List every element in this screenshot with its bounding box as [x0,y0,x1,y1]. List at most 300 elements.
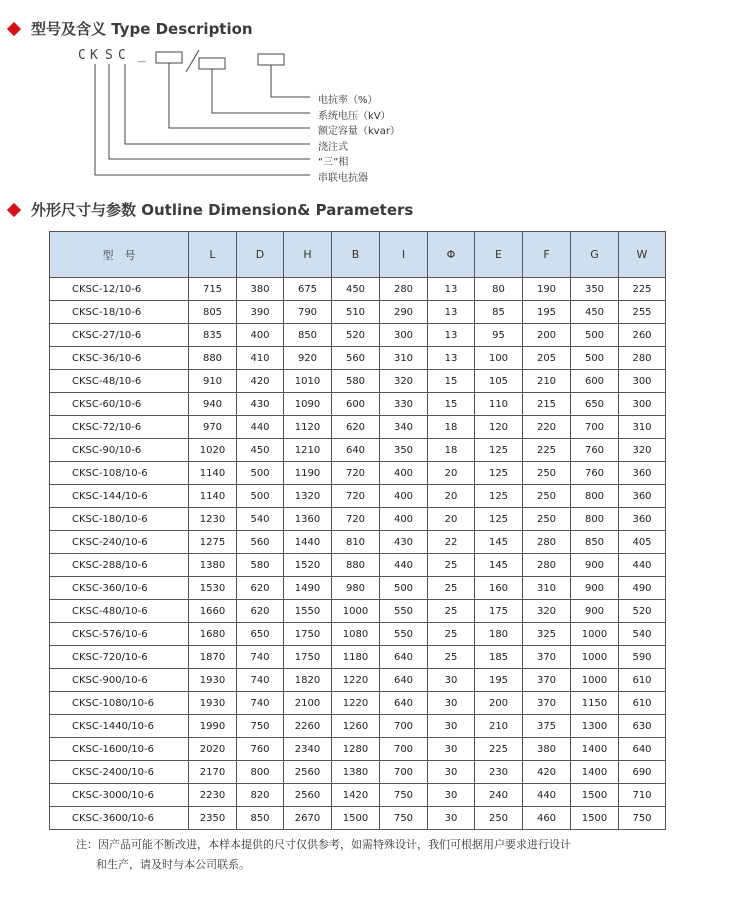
header-cell: E [475,232,523,278]
value-cell: 910 [189,370,237,393]
model-cell: CKSC-480/10-6 [50,600,189,623]
value-cell: 145 [475,531,523,554]
code-underscore: _ [138,48,146,63]
value-cell: 200 [475,692,523,715]
value-cell: 13 [428,278,475,301]
value-cell: 560 [237,531,284,554]
table-row [50,784,666,807]
value-cell: 30 [428,715,475,738]
value-cell: 850 [284,324,332,347]
table-row [50,370,666,393]
value-cell: 15 [428,393,475,416]
table-body [50,278,666,830]
value-cell: 380 [523,738,571,761]
value-cell: 13 [428,301,475,324]
code-box-reactance [258,54,284,65]
value-cell: 360 [619,508,666,531]
value-cell: 790 [284,301,332,324]
value-cell: 590 [619,646,666,669]
model-cell: CKSC-90/10-6 [50,439,189,462]
value-cell: 22 [428,531,475,554]
table-row [50,738,666,761]
value-cell: 20 [428,462,475,485]
value-cell: 95 [475,324,523,347]
value-cell: 225 [523,439,571,462]
model-cell: CKSC-720/10-6 [50,646,189,669]
value-cell: 13 [428,324,475,347]
value-cell: 1150 [571,692,619,715]
value-cell: 700 [571,416,619,439]
value-cell: 740 [237,646,284,669]
value-cell: 30 [428,761,475,784]
value-cell: 210 [523,370,571,393]
header-cell: B [332,232,380,278]
value-cell: 610 [619,669,666,692]
value-cell: 430 [380,531,428,554]
value-cell: 195 [475,669,523,692]
value-cell: 420 [523,761,571,784]
value-cell: 1120 [284,416,332,439]
value-cell: 440 [619,554,666,577]
table-row [50,301,666,324]
value-cell: 370 [523,692,571,715]
table-header-row [50,232,666,278]
value-cell: 145 [475,554,523,577]
value-cell: 800 [237,761,284,784]
value-cell: 2230 [189,784,237,807]
value-cell: 1020 [189,439,237,462]
value-cell: 280 [619,347,666,370]
value-cell: 340 [380,416,428,439]
value-cell: 1000 [571,623,619,646]
value-cell: 750 [619,807,666,830]
table-row [50,531,666,554]
value-cell: 940 [189,393,237,416]
leader-capacity [169,63,310,128]
header-cell: W [619,232,666,278]
value-cell: 30 [428,669,475,692]
value-cell: 690 [619,761,666,784]
header-cell: H [284,232,332,278]
value-cell: 500 [380,577,428,600]
value-cell: 225 [475,738,523,761]
value-cell: 760 [571,462,619,485]
value-cell: 1280 [332,738,380,761]
value-cell: 2340 [284,738,332,761]
value-cell: 1275 [189,531,237,554]
value-cell: 320 [619,439,666,462]
value-cell: 820 [237,784,284,807]
value-cell: 1680 [189,623,237,646]
value-cell: 360 [619,462,666,485]
value-cell: 400 [380,508,428,531]
value-cell: 250 [523,508,571,531]
model-cell: CKSC-3600/10-6 [50,807,189,830]
value-cell: 640 [380,692,428,715]
value-cell: 650 [571,393,619,416]
header-cell: G [571,232,619,278]
value-cell: 805 [189,301,237,324]
value-cell: 30 [428,784,475,807]
model-cell: CKSC-1600/10-6 [50,738,189,761]
value-cell: 760 [237,738,284,761]
value-cell: 280 [380,278,428,301]
value-cell: 105 [475,370,523,393]
value-cell: 880 [332,554,380,577]
value-cell: 260 [619,324,666,347]
type-code-diagram [0,0,730,200]
value-cell: 900 [571,600,619,623]
value-cell: 2100 [284,692,332,715]
value-cell: 250 [523,462,571,485]
value-cell: 500 [237,462,284,485]
value-cell: 550 [380,600,428,623]
value-cell: 220 [523,416,571,439]
model-cell: CKSC-240/10-6 [50,531,189,554]
model-cell: CKSC-900/10-6 [50,669,189,692]
value-cell: 1500 [571,784,619,807]
value-cell: 1420 [332,784,380,807]
value-cell: 450 [571,301,619,324]
value-cell: 640 [380,646,428,669]
value-cell: 1990 [189,715,237,738]
value-cell: 300 [380,324,428,347]
value-cell: 1360 [284,508,332,531]
value-cell: 300 [619,393,666,416]
value-cell: 195 [523,301,571,324]
model-cell: CKSC-144/10-6 [50,485,189,508]
model-cell: CKSC-60/10-6 [50,393,189,416]
table-row [50,807,666,830]
value-cell: 850 [571,531,619,554]
table-row [50,278,666,301]
note-line-2: 和生产，请及时与本公司联系。 [96,858,250,871]
value-cell: 2350 [189,807,237,830]
header-cell: L [189,232,237,278]
value-cell: 750 [380,784,428,807]
value-cell: 980 [332,577,380,600]
value-cell: 300 [619,370,666,393]
value-cell: 1550 [284,600,332,623]
value-cell: 1440 [284,531,332,554]
value-cell: 450 [332,278,380,301]
value-cell: 675 [284,278,332,301]
code-letter-c1: C [78,48,86,63]
value-cell: 700 [380,738,428,761]
value-cell: 970 [189,416,237,439]
model-cell: CKSC-72/10-6 [50,416,189,439]
table-row [50,347,666,370]
value-cell: 125 [475,485,523,508]
value-cell: 900 [571,577,619,600]
value-cell: 185 [475,646,523,669]
value-cell: 160 [475,577,523,600]
table-row [50,692,666,715]
value-cell: 835 [189,324,237,347]
value-cell: 810 [332,531,380,554]
value-cell: 1220 [332,692,380,715]
value-cell: 180 [475,623,523,646]
value-cell: 720 [332,462,380,485]
value-cell: 640 [619,738,666,761]
value-cell: 460 [523,807,571,830]
value-cell: 190 [523,278,571,301]
value-cell: 125 [475,462,523,485]
header-cell: Φ [428,232,475,278]
value-cell: 1400 [571,761,619,784]
value-cell: 2560 [284,761,332,784]
value-cell: 430 [237,393,284,416]
value-cell: 290 [380,301,428,324]
leader-voltage [212,69,310,113]
code-slash [186,50,199,72]
code-box-voltage [199,58,225,69]
value-cell: 380 [237,278,284,301]
value-cell: 320 [523,600,571,623]
model-cell: CKSC-360/10-6 [50,577,189,600]
value-cell: 640 [332,439,380,462]
model-cell: CKSC-576/10-6 [50,623,189,646]
value-cell: 1750 [284,623,332,646]
value-cell: 230 [475,761,523,784]
value-cell: 520 [619,600,666,623]
value-cell: 360 [619,485,666,508]
code-letter-s: S [105,48,113,63]
table-row [50,761,666,784]
value-cell: 400 [380,462,428,485]
leader-series [95,64,310,175]
value-cell: 310 [619,416,666,439]
model-cell: CKSC-12/10-6 [50,278,189,301]
value-cell: 1000 [332,600,380,623]
value-cell: 405 [619,531,666,554]
value-cell: 1660 [189,600,237,623]
note-line-1: 注：因产品可能不断改进，本样本提供的尺寸仅供参考，如需特殊设计，我们可根据用户要求进行设计 [76,838,571,851]
legend-rated-capacity: 额定容量（kvar） [318,126,400,137]
header-cell: I [380,232,428,278]
model-cell: CKSC-48/10-6 [50,370,189,393]
value-cell: 1230 [189,508,237,531]
value-cell: 125 [475,439,523,462]
value-cell: 715 [189,278,237,301]
value-cell: 440 [523,784,571,807]
value-cell: 175 [475,600,523,623]
value-cell: 510 [332,301,380,324]
value-cell: 250 [523,485,571,508]
value-cell: 310 [523,577,571,600]
value-cell: 1500 [332,807,380,830]
model-cell: CKSC-1440/10-6 [50,715,189,738]
value-cell: 1380 [332,761,380,784]
value-cell: 800 [571,508,619,531]
value-cell: 1820 [284,669,332,692]
value-cell: 280 [523,554,571,577]
value-cell: 370 [523,646,571,669]
table-row [50,577,666,600]
legend-system-voltage: 系统电压（kV） [318,111,391,122]
model-cell: CKSC-1080/10-6 [50,692,189,715]
value-cell: 560 [332,347,380,370]
value-cell: 1000 [571,646,619,669]
value-cell: 250 [475,807,523,830]
value-cell: 1140 [189,485,237,508]
value-cell: 205 [523,347,571,370]
value-cell: 440 [237,416,284,439]
value-cell: 800 [571,485,619,508]
value-cell: 600 [332,393,380,416]
table-row [50,485,666,508]
value-cell: 700 [380,715,428,738]
value-cell: 1750 [284,646,332,669]
code-letter-c2: C [118,48,126,63]
value-cell: 620 [332,416,380,439]
value-cell: 1380 [189,554,237,577]
value-cell: 620 [237,577,284,600]
value-cell: 540 [619,623,666,646]
table-row [50,623,666,646]
value-cell: 30 [428,738,475,761]
value-cell: 350 [571,278,619,301]
value-cell: 420 [237,370,284,393]
value-cell: 240 [475,784,523,807]
value-cell: 210 [475,715,523,738]
legend-reactance-rate: 电抗率（%） [318,95,378,106]
header-cell: 型 号 [50,232,189,278]
value-cell: 225 [619,278,666,301]
value-cell: 310 [380,347,428,370]
value-cell: 125 [475,508,523,531]
table-row [50,393,666,416]
value-cell: 1080 [332,623,380,646]
table-row [50,439,666,462]
value-cell: 640 [380,669,428,692]
section-outline-dimension [9,199,413,220]
value-cell: 30 [428,692,475,715]
value-cell: 1530 [189,577,237,600]
table-row [50,646,666,669]
value-cell: 1490 [284,577,332,600]
table-row [50,554,666,577]
header-cell: D [237,232,284,278]
table-row [50,508,666,531]
legend-series-reactor: 串联电抗器 [318,173,368,184]
value-cell: 630 [619,715,666,738]
value-cell: 450 [237,439,284,462]
value-cell: 1210 [284,439,332,462]
value-cell: 1500 [571,807,619,830]
value-cell: 100 [475,347,523,370]
value-cell: 2560 [284,784,332,807]
value-cell: 80 [475,278,523,301]
header-cell: F [523,232,571,278]
value-cell: 1180 [332,646,380,669]
value-cell: 710 [619,784,666,807]
value-cell: 1190 [284,462,332,485]
value-cell: 750 [380,807,428,830]
value-cell: 580 [237,554,284,577]
legend-three-phase: “三”相 [318,157,349,168]
value-cell: 900 [571,554,619,577]
model-cell: CKSC-288/10-6 [50,554,189,577]
table-row [50,669,666,692]
value-cell: 850 [237,807,284,830]
value-cell: 580 [332,370,380,393]
value-cell: 1320 [284,485,332,508]
value-cell: 85 [475,301,523,324]
model-cell: CKSC-18/10-6 [50,301,189,324]
value-cell: 215 [523,393,571,416]
section-title: 外形尺寸与参数 Outline Dimension& Parameters [31,201,414,219]
value-cell: 120 [475,416,523,439]
value-cell: 500 [571,347,619,370]
leader-reactance [271,65,310,97]
value-cell: 500 [237,485,284,508]
table-row [50,715,666,738]
value-cell: 2670 [284,807,332,830]
value-cell: 1870 [189,646,237,669]
code-box-capacity [156,52,182,63]
value-cell: 700 [380,761,428,784]
model-cell: CKSC-108/10-6 [50,462,189,485]
value-cell: 610 [619,692,666,715]
value-cell: 15 [428,370,475,393]
value-cell: 25 [428,577,475,600]
value-cell: 400 [380,485,428,508]
value-cell: 750 [237,715,284,738]
value-cell: 720 [332,508,380,531]
value-cell: 1520 [284,554,332,577]
value-cell: 1000 [571,669,619,692]
value-cell: 2020 [189,738,237,761]
value-cell: 740 [237,692,284,715]
table-row [50,462,666,485]
value-cell: 320 [380,370,428,393]
value-cell: 880 [189,347,237,370]
table-row [50,416,666,439]
value-cell: 410 [237,347,284,370]
model-cell: CKSC-3000/10-6 [50,784,189,807]
value-cell: 390 [237,301,284,324]
value-cell: 740 [237,669,284,692]
model-cell: CKSC-2400/10-6 [50,761,189,784]
value-cell: 255 [619,301,666,324]
value-cell: 1140 [189,462,237,485]
value-cell: 440 [380,554,428,577]
value-cell: 760 [571,439,619,462]
value-cell: 25 [428,646,475,669]
value-cell: 200 [523,324,571,347]
code-letter-k: K [90,48,98,63]
table-row [50,324,666,347]
value-cell: 540 [237,508,284,531]
value-cell: 1010 [284,370,332,393]
value-cell: 20 [428,485,475,508]
value-cell: 30 [428,807,475,830]
value-cell: 325 [523,623,571,646]
leader-three-phase [109,64,310,159]
value-cell: 280 [523,531,571,554]
model-cell: CKSC-180/10-6 [50,508,189,531]
value-cell: 400 [237,324,284,347]
value-cell: 720 [332,485,380,508]
value-cell: 920 [284,347,332,370]
value-cell: 550 [380,623,428,646]
model-cell: CKSC-36/10-6 [50,347,189,370]
value-cell: 1300 [571,715,619,738]
table-row [50,600,666,623]
value-cell: 1220 [332,669,380,692]
value-cell: 375 [523,715,571,738]
